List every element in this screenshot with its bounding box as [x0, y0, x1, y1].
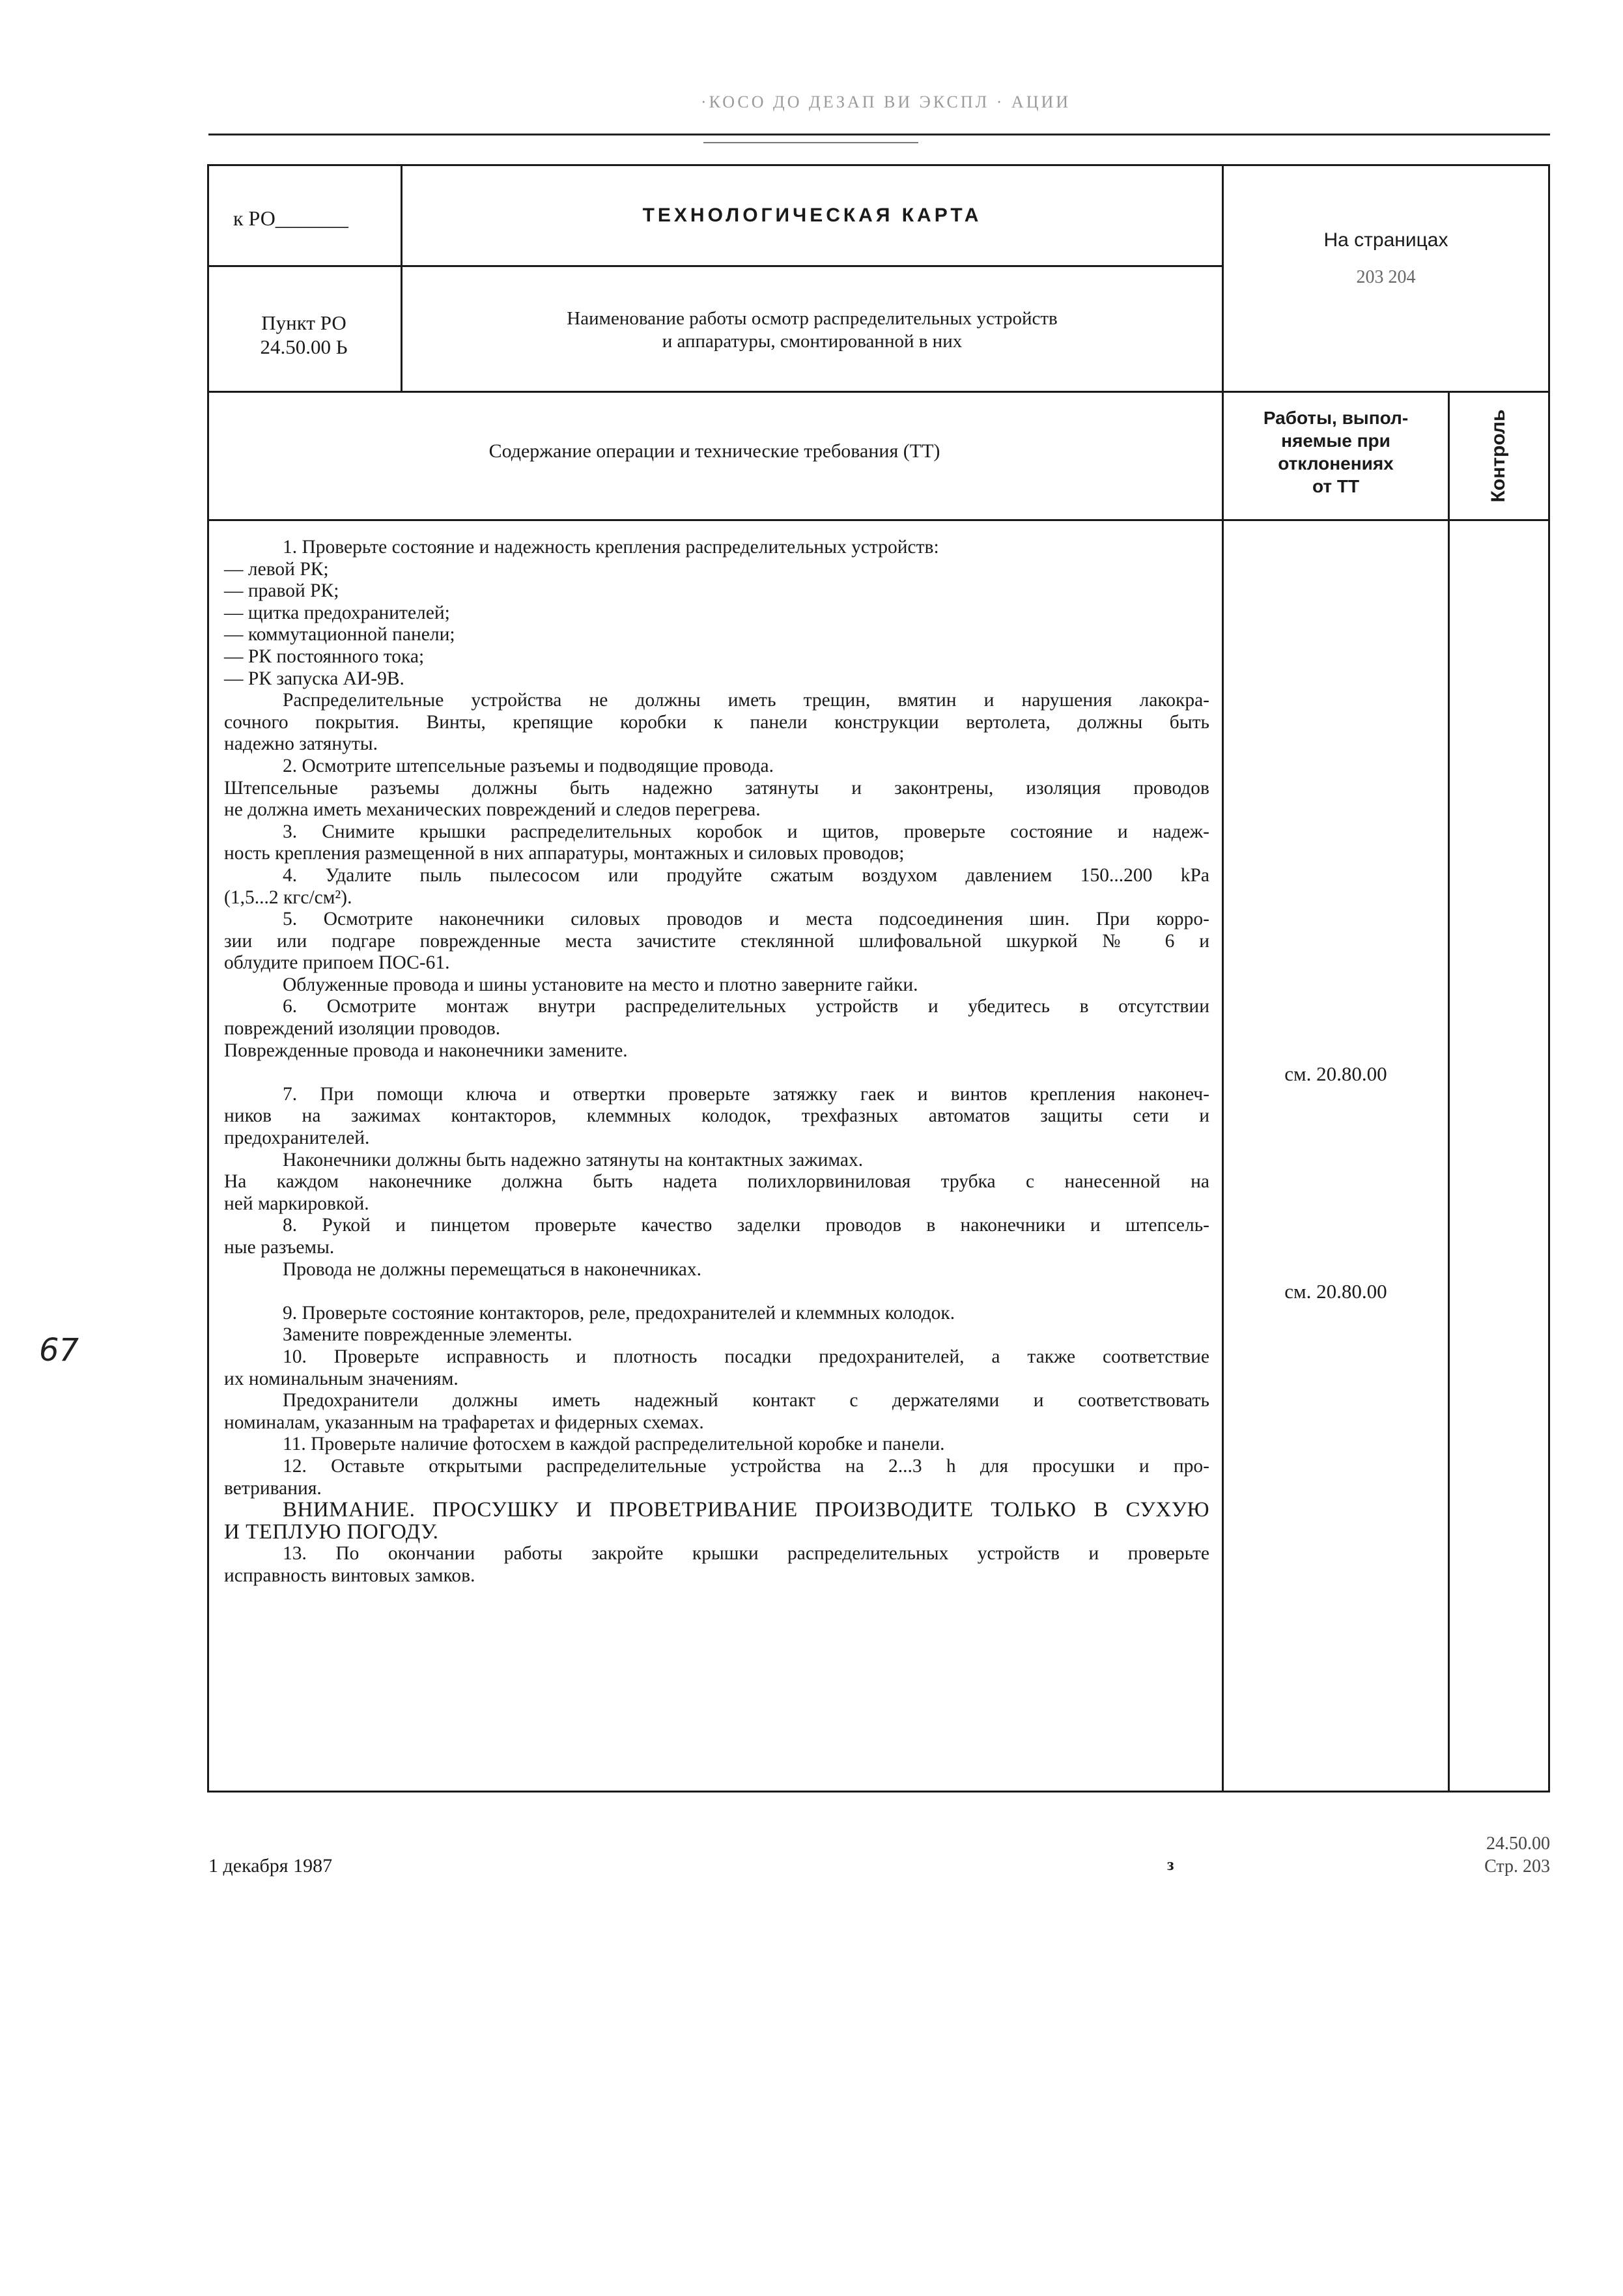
header-rule [208, 134, 1550, 135]
work-name-line-2: и аппаратуры, смонтированной в них [662, 331, 963, 352]
card-title: ТЕХНОЛОГИЧЕСКАЯ КАРТА [642, 205, 982, 226]
content-column-header: Содержание операции и технические требования (ТТ) [488, 440, 940, 462]
deviation-column-header [1224, 406, 1448, 498]
operation-text-line: (1,5...2 кгс/см²). [224, 886, 352, 908]
operation-text-line: Распределительные устройства не должны иметь трещин, вмятин и нарушения лакокра- [283, 690, 1209, 711]
deviation-header-line: Работы, выпол- [1263, 408, 1409, 428]
frame-left [207, 164, 209, 1793]
divider-control-vertical [1448, 392, 1450, 1793]
work-name-line-1: Наименование работы осмотр распределительных устройств [567, 308, 1058, 329]
operation-text-line: 5. Осмотрите наконечники силовых проводов и места подсоединения шин. При корро- [283, 909, 1209, 930]
operations-text [224, 537, 1209, 1587]
divider-header-vertical-1 [401, 164, 402, 392]
operation-text-line: зии или подгаре поврежденные места зачистите стеклянной шлифовальной шкуркой № 6 и [224, 930, 1209, 952]
operation-text-line: ВНИМАНИЕ. ПРОСУШКУ И ПРОВЕТРИВАНИЕ ПРОИЗВОДИТЕ ТОЛЬКО В СУХУЮ [283, 1498, 1209, 1522]
operation-text-line: повреждений изоляции проводов. [224, 1018, 501, 1040]
operation-text-line: — РК запуска АИ-9В. [224, 668, 404, 689]
operation-text-line: 7. При помощи ключа и отвертки проверьте затяжку гаек и винтов крепления наконеч- [283, 1083, 1209, 1105]
item-label: Пункт РО [261, 311, 346, 334]
operation-text-line: не должна иметь механических повреждений и следов перегрева. [224, 799, 761, 821]
operation-text-line: 12. Оставьте открытыми распределительные устройства на 2...3 h для просушки и про- [283, 1455, 1209, 1477]
operation-text-line: Облуженные провода и шины установите на место и плотно заверните гайки. [283, 974, 918, 995]
footer-doc-code: 24.50.00 [1486, 1834, 1550, 1854]
operation-text-line: предохранителей. [224, 1127, 370, 1149]
operation-text-line: 3. Снимите крышки распределительных коробок и щитов, проверьте состояние и надеж- [283, 821, 1209, 842]
item-value: 24.50.00 Ь [260, 335, 348, 358]
operation-text-line: Поврежденные провода и наконечники замените. [224, 1040, 628, 1061]
operation-text-line: 2. Осмотрите штепсельные разъемы и подводящие провода. [283, 755, 774, 776]
operation-text-line: — РК постоянного тока; [224, 645, 425, 667]
operation-text-line [224, 1281, 1209, 1303]
operation-text-line: 10. Проверьте исправность и плотность посадки предохранителей, а также соответствие [283, 1346, 1209, 1367]
operation-text-line: ников на зажимах контакторов, клеммных колодок, трехфазных автоматов защиты сети и [224, 1105, 1209, 1127]
operation-text-line: Провода не должны перемещаться в наконечниках. [283, 1258, 701, 1280]
frame-right [1548, 164, 1550, 1793]
ref-label: к РО_______ [233, 206, 348, 230]
operation-text-line: Предохранители должны иметь надежный контакт с держателями и соответствовать [283, 1390, 1209, 1411]
operation-text-line: 8. Рукой и пинцетом проверьте качество заделки проводов в наконечники и штепсель- [283, 1215, 1209, 1236]
divider-row-3 [207, 519, 1550, 521]
operation-text-line: 4. Удалите пыль пылесосом или продуйте сжатым воздухом давлением 150...200 kPa [283, 864, 1209, 886]
operation-text-line: 1. Проверьте состояние и надежность крепления распределительных устройств: [283, 537, 939, 558]
frame-bottom [207, 1791, 1550, 1793]
operation-text-line: сочного покрытия. Винты, крепящие коробки к панели конструкции вертолета, должны быть [224, 711, 1209, 733]
operation-text-line: Замените поврежденные элементы. [283, 1324, 572, 1346]
footer-page-number: Стр. 203 [1484, 1856, 1550, 1877]
pages-value: 203 204 [1356, 267, 1416, 287]
operation-text-line: ность крепления размещенной в них аппаратуры, монтажных и силовых проводов; [224, 843, 905, 864]
operation-text-line: 6. Осмотрите монтаж внутри распределительных устройств и убедитесь в отсутствии [283, 996, 1209, 1017]
operation-text-line [224, 1062, 1209, 1084]
operation-text-line: надежно затянуты. [224, 733, 378, 755]
deviation-header-line: няемые при [1281, 431, 1390, 451]
control-column-header: Контроль [1488, 409, 1509, 503]
footer-center-mark: з [1167, 1855, 1174, 1874]
operation-text-line: — щитка предохранителей; [224, 602, 450, 623]
operation-text-line: ветривания. [224, 1477, 322, 1499]
footer-date: 1 декабря 1987 [208, 1855, 333, 1877]
deviation-header-line: отклонениях [1278, 453, 1394, 474]
deviation-ref-2: см. 20.80.00 [1284, 1280, 1387, 1303]
operation-text-line: На каждом наконечнике должна быть надета полихлорвиниловая трубка с нанесенной на [224, 1171, 1209, 1193]
divider-row-1 [207, 265, 1224, 267]
operation-text-line: Штепсельные разъемы должны быть надежно затянуты и законтрены, изоляция проводов [224, 777, 1209, 799]
tech-card [207, 164, 1550, 1793]
pages-label: На страницах [1323, 229, 1448, 251]
operation-text-line: номиналам, указанным на трафаретах и фидерных схемах. [224, 1411, 704, 1433]
operation-text-line: Наконечники должны быть надежно затянуты на контактных зажимах. [283, 1149, 864, 1170]
operation-text-line: ные разъемы. [224, 1237, 335, 1258]
running-header: ·КОСО ДО ДЕЗАП ВИ ЭКСПЛ · АЦИИ [700, 92, 1071, 111]
operation-text-line: — правой РК; [224, 580, 339, 602]
operation-text-line: 9. Проверьте состояние контакторов, реле, предохранителей и клеммных колодок. [283, 1302, 955, 1324]
operation-text-line: — коммутационной панели; [224, 624, 455, 645]
operation-text-line: их номинальным значениям. [224, 1368, 459, 1389]
operation-text-line: 13. По окончании работы закройте крышки распределительных устройств и проверьте [283, 1543, 1209, 1565]
deviation-ref-1: см. 20.80.00 [1284, 1062, 1387, 1085]
divider-row-2 [207, 391, 1550, 393]
margin-note: 67 [39, 1332, 79, 1368]
operation-text-line: ней маркировкой. [224, 1193, 369, 1214]
operation-text-line: облудите припоем ПОС-61. [224, 952, 450, 974]
frame-top [207, 164, 1550, 166]
operation-text-line: исправность винтовых замков. [224, 1565, 475, 1586]
operation-text-line: 11. Проверьте наличие фотосхем в каждой распределительной коробке и панели. [283, 1434, 945, 1455]
deviation-header-line: от ТТ [1312, 476, 1360, 496]
header-rule-lower [703, 142, 918, 143]
operation-text-line: — левой РК; [224, 558, 329, 580]
operation-text-line: И ТЕПЛУЮ ПОГОДУ. [224, 1520, 439, 1544]
